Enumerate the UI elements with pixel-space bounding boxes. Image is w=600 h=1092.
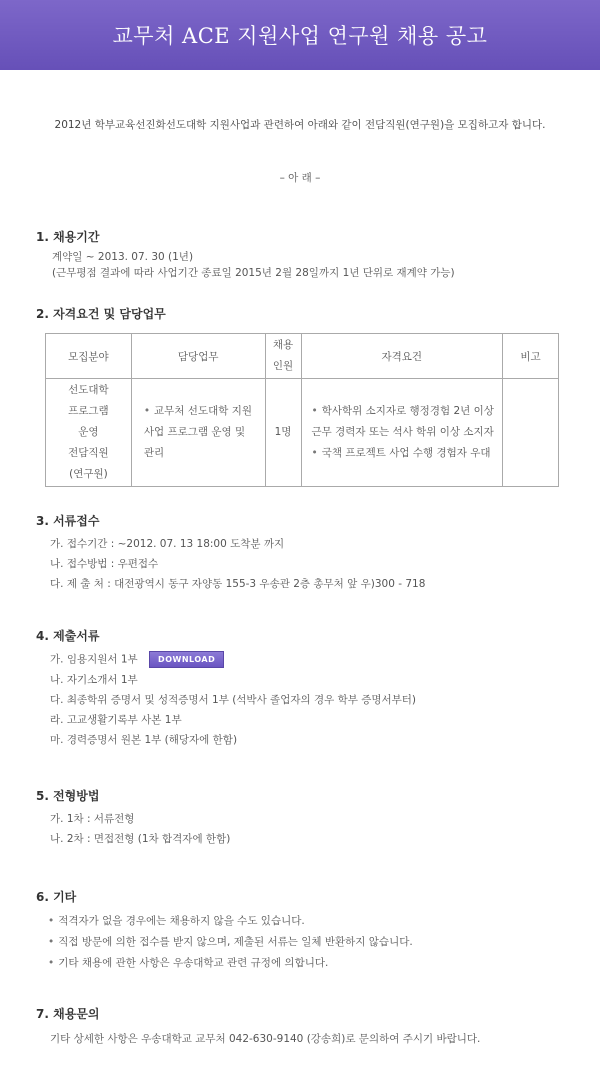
- page-header: [0, 0, 600, 70]
- table-row: [46, 379, 559, 487]
- section-title-receipt: 3. 서류접수: [36, 514, 100, 528]
- selection-line: 나. 2차 : 면접전형 (1차 합격자에 한함): [50, 833, 231, 845]
- intro-text: 2012년 학부교육선진화선도대학 지원사업과 관련하여 아래와 같이 전담직원(연구원)을 모집하고자 합니다.: [54, 119, 546, 131]
- requirement-cell: [301, 379, 503, 487]
- below-marker: – 아 래 –: [279, 172, 321, 184]
- selection-line: 가. 1차 : 서류전형: [50, 813, 135, 825]
- documents-line: 마. 경력증명서 원본 1부 (해당자에 한함): [50, 734, 238, 746]
- column-header: 채용 인원: [265, 334, 301, 379]
- period-line: 계약일 ~ 2013. 07. 30 (1년): [52, 251, 194, 263]
- section-title-qualification: 2. 자격요건 및 담당업무: [36, 307, 166, 321]
- section-title-etc: 6. 기타: [36, 890, 77, 904]
- documents-line: 나. 자기소개서 1부: [50, 674, 138, 686]
- note-cell: [503, 379, 559, 487]
- receipt-line: 가. 접수기간 : ~2012. 07. 13 18:00 도착분 까지: [50, 538, 285, 550]
- documents-line: [50, 651, 224, 668]
- receipt-line: 나. 접수방법 : 우편접수: [50, 558, 159, 570]
- requirement-item: • 학사학위 소지자로 행정경험 2년 이상 근무 경력자 또는 석사 학위 이상 소지자: [308, 401, 497, 443]
- duty-text: • 교무처 선도대학 지원 사업 프로그램 운영 및 관리: [144, 405, 252, 459]
- documents-line-text: 가. 임용지원서 1부: [50, 653, 138, 666]
- column-header: 담당업무: [131, 334, 265, 379]
- section-title-contact: 7. 채용문의: [36, 1007, 100, 1021]
- duty-cell: [131, 379, 265, 487]
- requirements-table: [45, 333, 559, 487]
- period-line: (근무평점 결과에 따라 사업기간 종료일 2015년 2월 28일까지 1년 단위로 재계약 가능): [52, 267, 455, 279]
- section-title-period: 1. 채용기간: [36, 230, 100, 244]
- etc-item: • 적격자가 없을 경우에는 채용하지 않을 수도 있습니다.: [48, 913, 305, 928]
- etc-item: • 직접 방문에 의한 접수를 받지 않으며, 제출된 서류는 일체 반환하지 않습니다.: [48, 934, 413, 949]
- documents-line: 라. 고교생활기록부 사본 1부: [50, 714, 182, 726]
- section-title-selection: 5. 전형방법: [36, 789, 100, 803]
- column-header: 비고: [503, 334, 559, 379]
- receipt-line: 다. 제 출 처 : 대전광역시 동구 자양동 155-3 우송관 2층 총무처 앞 우)300 - 718: [50, 578, 426, 590]
- count-cell: 1명: [265, 379, 301, 487]
- documents-line: 다. 최종학위 증명서 및 성적증명서 1부 (석박사 졸업자의 경우 학부 증명서부터): [50, 694, 417, 706]
- contact-line: 기타 상세한 사항은 우송대학교 교무처 042-630-9140 (강송희)로 문의하여 주시기 바랍니다.: [50, 1033, 481, 1045]
- etc-item: • 기타 채용에 관한 사항은 우송대학교 관련 규정에 의합니다.: [48, 955, 328, 970]
- requirement-item: • 국책 프로젝트 사업 수행 경험자 우대: [308, 443, 497, 464]
- page-title: 교무처 ACE 지원사업 연구원 채용 공고: [112, 24, 488, 48]
- table-header-row: [46, 334, 559, 379]
- download-button[interactable]: DOWNLOAD: [149, 651, 224, 668]
- column-header: 모집분야: [46, 334, 132, 379]
- section-title-documents: 4. 제출서류: [36, 629, 100, 643]
- column-header: 자격요건: [301, 334, 503, 379]
- field-cell: 선도대학 프로그램 운영 전담직원 (연구원): [46, 379, 132, 487]
